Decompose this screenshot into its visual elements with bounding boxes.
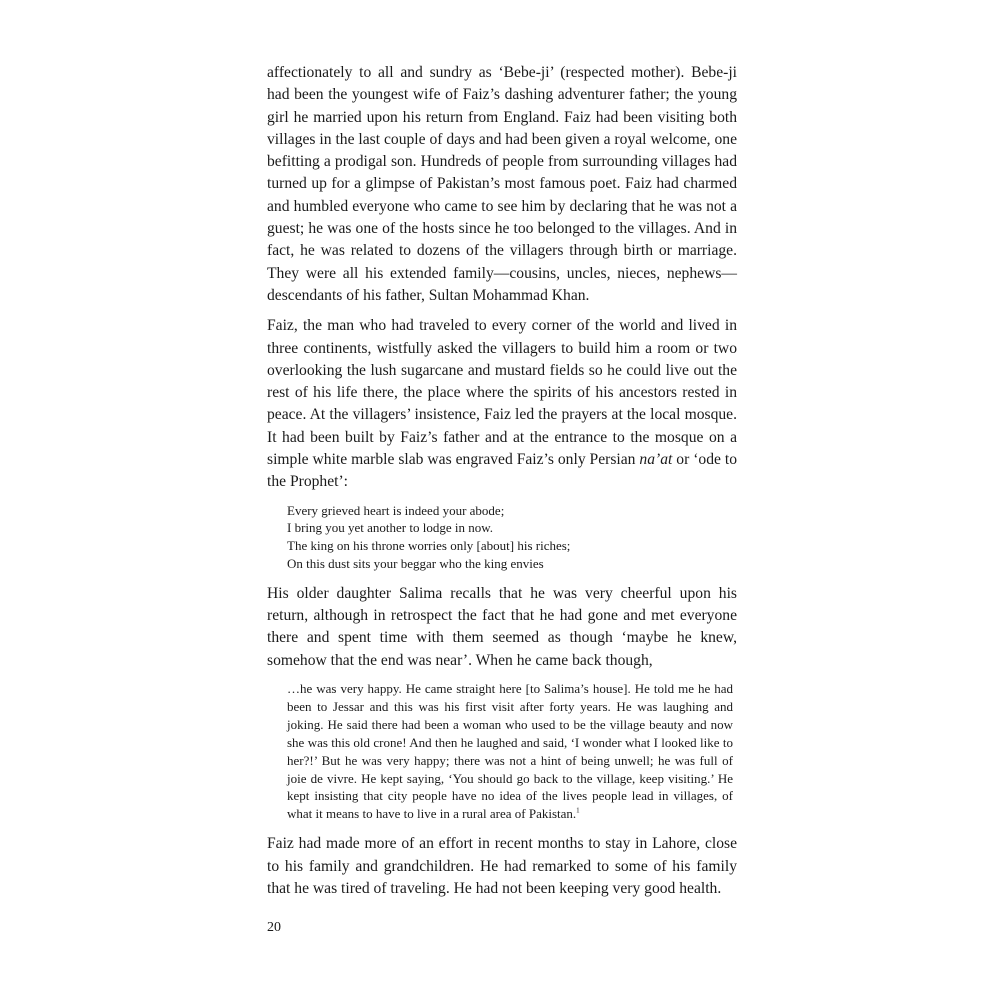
footnote-marker: 1 bbox=[576, 807, 580, 816]
naat-term: na’at bbox=[639, 451, 673, 469]
persian-naat-verse bbox=[287, 502, 737, 573]
paragraph-faiz-villagers-end: or ‘ode to the Prophet’: bbox=[267, 451, 737, 491]
paragraph-salima: His older daughter Salima recalls that he was very cheerful upon his return, although in retrospect the fact that he had gone and met everyone there and spent time with them seemed as though ‘maybe he knew, somehow that the end was near’. When he came back though, bbox=[267, 584, 737, 669]
page-number: 20 bbox=[267, 920, 281, 935]
verse-line: I bring you yet another to lodge in now. bbox=[287, 520, 494, 536]
verse-line: Every grieved heart is indeed your abode; bbox=[287, 502, 505, 518]
paragraph-faiz-villagers bbox=[267, 315, 737, 493]
salima-quote-text: …he was very happy. He came straight here [to Salima’s house]. He told me he had been to Jessar and this was his first visit after forty years. He was laughing and joking. He said there had been a woman who used to be the village beauty and now she was this old crone! And then he laughed and said, ‘I wonder what I looked like to her?!’ But he was very happy; there was not a hint of being unwell; he was full of joie de vivre. He kept saying, ‘You should go back to the village, keep visiting.’ He kept insisting that city people have no idea of the lives people lead in villages, of what it means to have to live in a rural area of Pakistan. bbox=[287, 681, 733, 822]
paragraph-bebe-ji: affectionately to all and sundry as ‘Bebe-ji’ (respected mother). Bebe-ji had been the youngest wife of Faiz’s dashing adventurer father; the young girl he married upon his return from England. Faiz had been visiting both villages in the last couple of days and had been given a royal welcome, one befitting a prodigal son. Hundreds of people from surrounding villages had turned up for a glimpse of Pakistan’s most famous poet. Faiz had charmed and humbled everyone who came to see him by declaring that he was not a guest; he was one of the hosts since he too belonged to the villages. And in fact, he was related to dozens of the villagers through birth or marriage. They were all his extended family—cousins, uncles, nieces, nephews— descendants of his father, Sultan Mohammad Khan. bbox=[267, 64, 737, 304]
verse-line: The king on his throne worries only [about] his riches; bbox=[287, 538, 571, 554]
paragraph-faiz-villagers-text: Faiz, the man who had traveled to every corner of the world and lived in three continents, wistfully asked the villagers to build him a room or two overlooking the lush sugarcane and mustard fields so he could live out the rest of his life there, the place where the spirits of his ancestors rested in peace. At the villagers’ insistence, Faiz led the prayers at the local mosque. It had been built by Faiz’s father and at the entrance to the mosque on a simple white marble slab was engraved Faiz’s only Persian bbox=[267, 317, 737, 469]
salima-quote bbox=[287, 680, 733, 823]
book-page bbox=[255, 52, 748, 942]
paragraph-lahore: Faiz had made more of an effort in recent months to stay in Lahore, close to his family and grandchildren. He had remarked to some of his family that he was tired of traveling. He had not been keeping very good health. bbox=[267, 835, 737, 897]
verse-line: On this dust sits your beggar who the king envies bbox=[287, 556, 544, 572]
text-column bbox=[267, 62, 737, 908]
